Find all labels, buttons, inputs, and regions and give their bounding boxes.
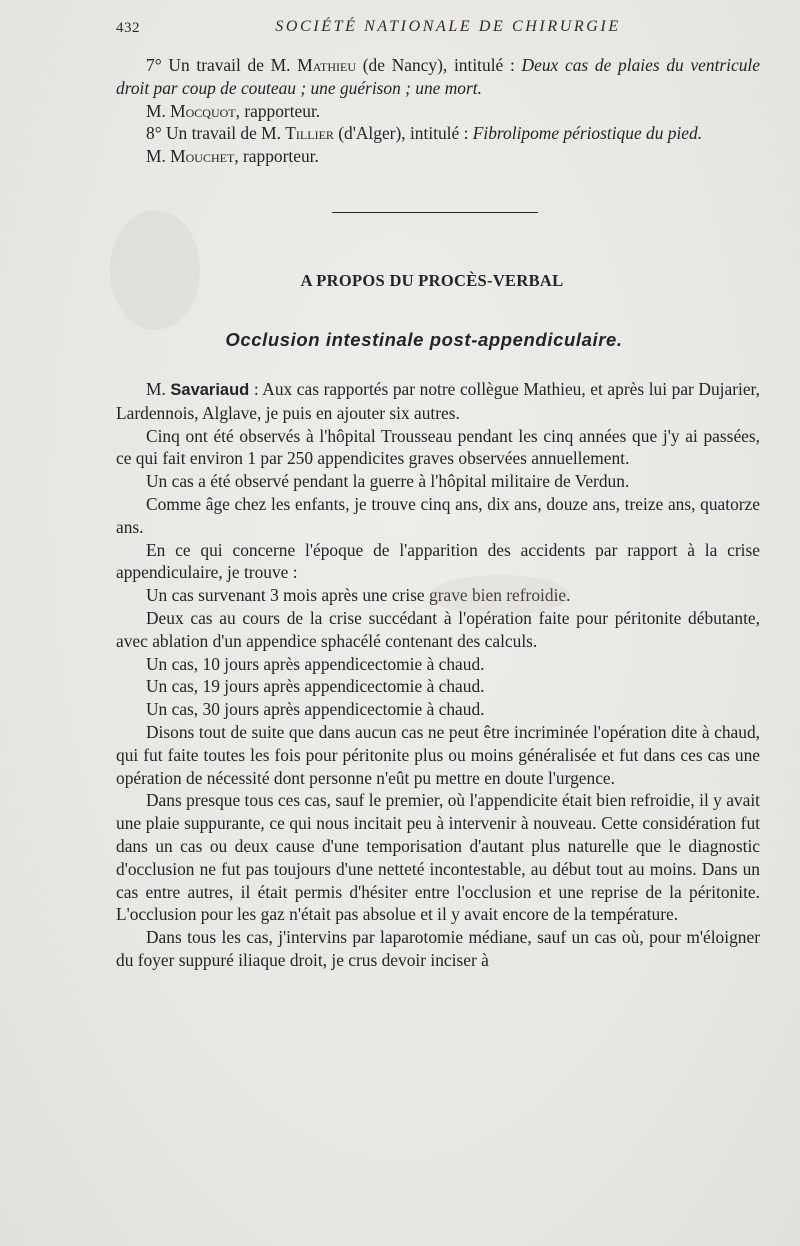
running-header: [116, 18, 760, 48]
article-body: [116, 378, 760, 972]
paragraph: Comme âge chez les enfants, je trouve cinq ans, dix ans, douze ans, treize ans, quatorze ans.: [116, 493, 760, 537]
reporter-name: Mouchet: [170, 146, 235, 167]
page-number: 432: [116, 20, 140, 36]
paragraph: Dans presque tous ces cas, sauf le premier, où l'appendicite était bien refroidie, il y avait une plaie suppurante, ce qui nous incitait peu à intervenir à nouveau. Cette considération fut dans un cas ou deux cause d'une temporisation d'autant plus naturelle que le diagnostic d'occlusion ne fut pas toujours d'une netteté incontestable, au début tout au moins. Dans un cas entre autres, il était permis d'hésiter entre l'occlusion et une reprise de la péritonite. L'occlusion pour les gaz n'était pas absolue et il y avait encore de la température.: [116, 790, 760, 925]
reporter-name: Mocquot: [170, 100, 236, 121]
paragraph: En ce qui concerne l'époque de l'apparition des accidents par rapport à la crise appendiculaire, je trouve :: [116, 539, 760, 583]
article-subtitle: Occlusion intestinale post-appendiculaire.: [225, 328, 623, 350]
paragraph: Un cas, 10 jours après appendicectomie à chaud.: [146, 653, 485, 674]
paragraph: M. Savariaud : Aux cas rapportés par notre collègue Mathieu, et après lui par Dujarier, Lardennois, Alglave, je puis en ajouter six autres.: [116, 378, 760, 423]
reporter-line: M. Mouchet, rapporteur.: [146, 146, 319, 167]
announcement-list: [116, 54, 760, 168]
announcement-item-7: 7° Un travail de M. Mathieu (de Nancy), intitulé : Deux cas de plaies du ventricule droit par coup de couteau ; une guérison ; une mort.: [116, 55, 760, 98]
section-title: A PROPOS DU PROCÈS-VERBAL: [300, 270, 564, 290]
paragraph: Un cas survenant 3 mois après une crise grave bien refroidie.: [146, 585, 571, 606]
paragraph: Un cas, 30 jours après appendicectomie à chaud.: [146, 699, 485, 720]
paragraph: Disons tout de suite que dans aucun cas ne peut être incriminée l'opération dite à chaud, qui fut faite toutes les fois pour péritonite plus ou moins généralisée et fut dans ces cas une opération de nécessité dont personne n'eût pu mettre en doute l'urgence.: [116, 721, 760, 788]
running-title: SOCIÉTÉ NATIONALE DE CHIRURGIE: [275, 18, 621, 35]
paragraph: Un cas a été observé pendant la guerre à l'hôpital militaire de Verdun.: [146, 471, 630, 492]
speaker-name: Savariaud: [170, 380, 250, 399]
work-title: Deux cas de plaies du ventricule droit par coup de couteau ; une guérison ; une mort.: [116, 55, 760, 98]
author-name: Mathieu: [297, 55, 357, 75]
announcement-item-8: 8° Un travail de M. Tillier (d'Alger), intitulé : Fibrolipome périostique du pied.: [146, 123, 703, 144]
work-title: Fibrolipome périostique du pied.: [472, 123, 703, 144]
paragraph: Un cas, 19 jours après appendicectomie à chaud.: [146, 676, 485, 697]
reporter-line: M. Mocquot, rapporteur.: [146, 100, 321, 121]
paragraph: Cinq ont été observés à l'hôpital Trousseau pendant les cinq années que j'y ai passées, ce qui fait environ 1 par 250 appendicites graves observées annuellement.: [116, 425, 760, 469]
paragraph: Dans tous les cas, j'intervins par laparotomie médiane, sauf un cas où, pour m'éloigner du foyer suppuré iliaque droit, je crus devoir inciser à: [116, 927, 760, 970]
author-name: Tillier: [285, 123, 334, 144]
item-number: 7°: [146, 55, 169, 75]
item-number: 8°: [146, 123, 166, 144]
paragraph: Deux cas au cours de la crise succédant à l'opération faite pour péritonite débutante, avec ablation d'un appendice sphacélé contenant des calculs.: [116, 607, 760, 651]
section-divider: [332, 212, 538, 213]
